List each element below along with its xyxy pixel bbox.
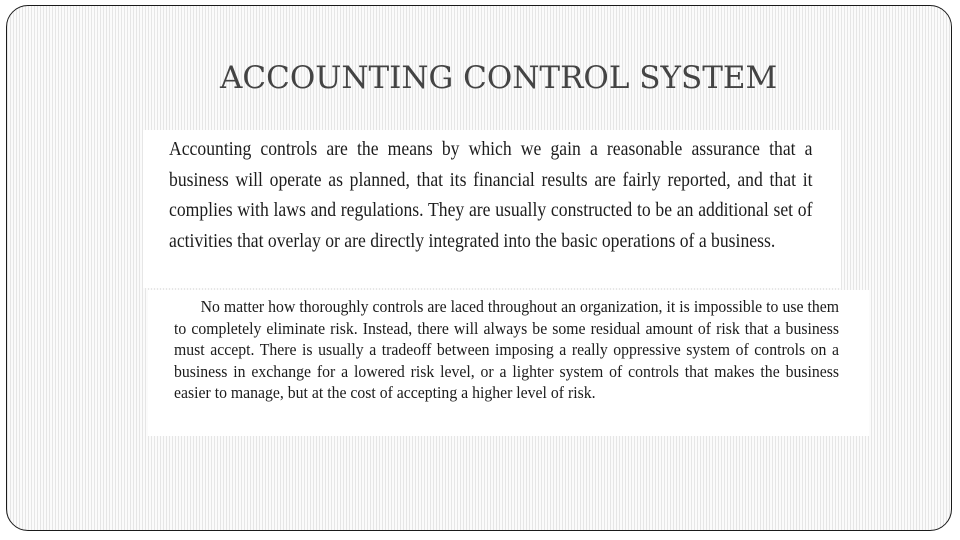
text-image-accounting-controls-definition <box>143 130 841 288</box>
paragraph-residual-risk: No matter how thoroughly controls are laced throughout an organization, it is impossible to use them to completely eliminate risk. Instead, there will always be some residual amount of risk that a business must accept. There is usually a tradeoff between imposing a really oppressive system of controls on a business in exchange for a lowered risk level, or a lighter system of controls that makes the business easier to manage, but at the cost of accepting a higher level of risk. <box>174 297 840 403</box>
paragraph-accounting-controls-definition: Accounting controls are the means by which we gain a reasonable assurance that a business will operate as planned, that its financial results are fairly reported, and that it complies with laws and regulations. They are usually constructed to be an additional set of activities that overlay or are directly integrated into the basic operations of a business. <box>169 139 813 252</box>
text-image-residual-risk <box>148 290 869 436</box>
slide-title: ACCOUNTING CONTROL SYSTEM <box>220 60 778 96</box>
